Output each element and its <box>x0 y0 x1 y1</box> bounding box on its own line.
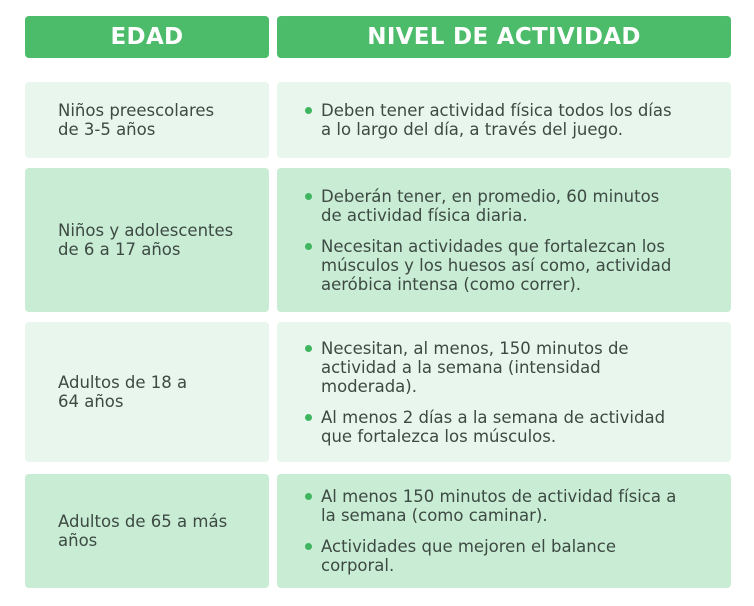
activity-cell-preschool <box>277 82 731 158</box>
bullet-text: Al menos 150 minutos de actividad física a la semana (como caminar). <box>321 487 677 525</box>
bullet-text: Deben tener actividad física todos los días a lo largo del día, a través del juego. <box>321 101 672 139</box>
bullet-dot-icon <box>305 543 312 550</box>
age-label: Niños y adolescentes de 6 a 17 años <box>58 221 234 259</box>
bullet-dot-icon <box>305 243 312 250</box>
bullet-dot-icon <box>305 107 312 114</box>
header-activity <box>277 16 731 58</box>
bullet-item <box>305 537 709 575</box>
age-label: Adultos de 65 a más años <box>58 512 228 550</box>
age-cell-preschool <box>25 82 269 158</box>
bullet-item <box>305 408 709 446</box>
bullet-item <box>305 101 709 139</box>
activity-cell-seniors <box>277 474 731 588</box>
bullet-item <box>305 487 709 525</box>
bullet-item <box>305 339 709 396</box>
bullet-text: Necesitan, al menos, 150 minutos de actividad a la semana (intensidad moderada). <box>321 338 629 396</box>
age-cell-children-teens <box>25 168 269 312</box>
bullet-item <box>305 237 709 294</box>
bullet-dot-icon <box>305 193 312 200</box>
bullet-text: Necesitan actividades que fortalezcan los músculos y los huesos así como, actividad aeróbica intensa (como correr). <box>321 236 672 294</box>
bullet-dot-icon <box>305 414 312 421</box>
age-label: Adultos de 18 a 64 años <box>58 373 188 411</box>
header-age-label: EDAD <box>110 24 184 50</box>
bullet-text: Deberán tener, en promedio, 60 minutos de actividad física diaria. <box>321 186 660 225</box>
bullet-item <box>305 187 709 225</box>
header-age <box>25 16 269 58</box>
bullet-dot-icon <box>305 345 312 352</box>
age-cell-adults <box>25 322 269 462</box>
activity-cell-children-teens <box>277 168 731 312</box>
bullet-text: Actividades que mejoren el balance corporal. <box>321 537 616 575</box>
age-label: Niños preescolares de 3-5 años <box>58 101 215 139</box>
bullet-dot-icon <box>305 493 312 500</box>
header-activity-label: NIVEL DE ACTIVIDAD <box>367 24 641 50</box>
bullet-text: Al menos 2 días a la semana de actividad que fortalezca los músculos. <box>321 407 666 446</box>
age-cell-seniors <box>25 474 269 588</box>
activity-cell-adults <box>277 322 731 462</box>
